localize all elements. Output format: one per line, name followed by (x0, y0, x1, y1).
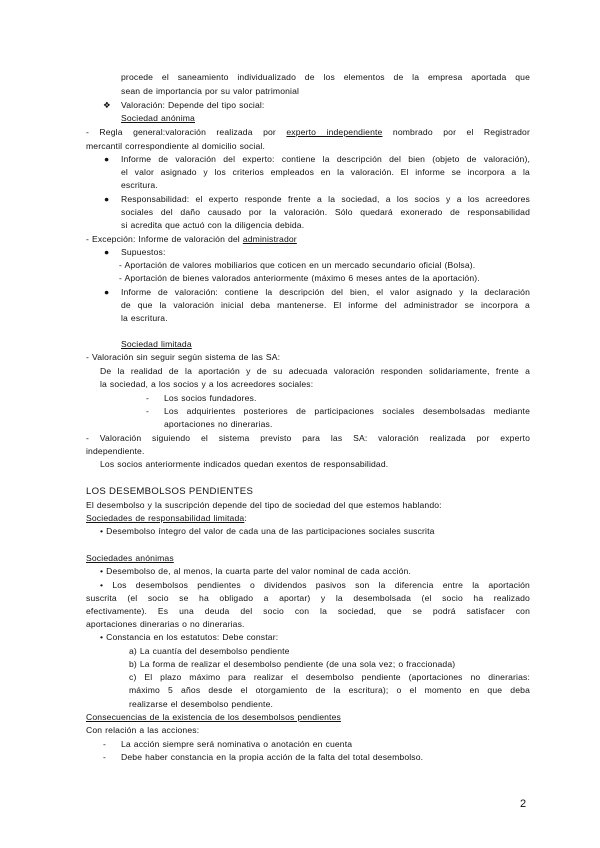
text-line: La acción siempre será nominativa o anotación en cuenta (121, 739, 353, 749)
section-heading-sa: Sociedad anónima (121, 113, 195, 123)
text-line: realizarse el desembolso pendiente. (129, 699, 274, 709)
text-line: máximo 5 años desde el otorgamiento de la escritura); o el momento en que deba (129, 685, 530, 695)
text-line: - Valoración sin seguir según sistema de las SA: (86, 352, 281, 362)
text-line: - Valoración siguiendo el sistema previsto para las SA: valoración realizada por experto (86, 433, 530, 443)
dash-bullet: - (146, 393, 149, 403)
text-line: sean de importancia por su valor patrimonial (121, 86, 300, 96)
dash-bullet: - (103, 739, 106, 749)
text-line: • Constancia en los estatutos: Debe constar: (100, 632, 279, 642)
text-line: Responsabilidad: el experto responde frente a la sociedad, a los socios y a los acreedores (121, 194, 530, 204)
excepcion-line: - Excepción: Informe de valoración del administrador (86, 234, 297, 244)
text-line: escritura. (121, 180, 158, 190)
valoracion-label: Valoración: Depende del tipo social: (121, 100, 265, 110)
supuestos-label: Supuestos: (121, 247, 166, 257)
text-line: efectivamente). Es una deuda del socio con la sociedad, que se podrá satisfacer con (86, 606, 530, 616)
text-line: sociales del daño causado por la valoración. Sólo quedará exonerado de responsabilidad (121, 207, 530, 217)
round-bullet-icon: ● (104, 287, 110, 297)
text-line: c) El plazo máximo para realizar el desembolso pendiente (aportaciones no dinerarias: (129, 672, 530, 682)
text-line: aportaciones no dinerarias. (164, 419, 273, 429)
page-number: 2 (520, 798, 527, 810)
consecuencias-heading: Consecuencias de la existencia de los desembolsos pendientes (86, 712, 341, 722)
text-line: aportaciones dinerarias o no dinerarias. (86, 619, 245, 629)
text-line: Debe haber constancia en la propia acción de la falta del total desembolso. (121, 752, 424, 762)
text-line: Informe de valoración: contiene la descripción del bien, el valor asignado y la declaración (121, 287, 530, 297)
round-bullet-icon: ● (104, 154, 110, 164)
text-line: de que la valoración inicial deba mantenerse. El informe del administrador se incorpora a (121, 300, 530, 310)
text-line: la sociedad, a los socios y a los acreedores sociales: (100, 379, 314, 389)
text-line: Los socios fundadores. (164, 393, 257, 403)
text-line: suscrita (el socio se ha obligado a aportar) y la desembolsada (el socio ha realizado (86, 593, 530, 603)
text-line: • Los desembolsos pendientes o dividendos pasivos son la diferencia entre la aportación (100, 580, 530, 590)
text-line: el valor asignado y los criterios empleados en la valoración. El informe se incorpora a la (121, 167, 530, 177)
sa-heading: Sociedades anónimas (86, 553, 174, 563)
text-line: mercantil correspondiente al domicilio social. (86, 141, 266, 151)
text-line: El desembolso y la suscripción depende del tipo de sociedad del que estemos hablando: (86, 500, 442, 510)
text-line: Informe de valoración del experto: contiene la descripción del bien (objeto de valoración), (121, 154, 530, 164)
text-line: Los socios anteriormente indicados quedan exentos de responsabilidad. (100, 459, 389, 469)
srl-heading: Sociedades de responsabilidad limitada: (86, 513, 247, 523)
regla-general-line: - Regla general:valoración realizada por experto independiente nombrado por el Registrador (86, 127, 530, 137)
text-line: Los adquirientes posteriores de participaciones sociales desembolsadas mediante (164, 406, 530, 416)
text-line: independiente. (86, 446, 145, 456)
text-line: • Desembolso de, al menos, la cuarta parte del valor nominal de cada acción. (100, 566, 412, 576)
section-heading-sl: Sociedad limitada (121, 339, 192, 349)
text-line: si acredita que actuó con la diligencia debida. (121, 220, 305, 230)
text-line: - Aportación de valores mobiliarios que coticen en un mercado secundario oficial (Bolsa). (119, 260, 476, 270)
round-bullet-icon: ● (104, 247, 110, 257)
text-line: - Aportación de bienes valorados anteriormente (máximo 6 meses antes de la aportación). (119, 273, 480, 283)
dash-bullet: - (103, 752, 106, 762)
diamond-bullet-icon: ❖ (103, 100, 111, 110)
text-line: b) La forma de realizar el desembolso pendiente (de una sola vez; o fraccionada) (129, 659, 456, 669)
dash-bullet: - (146, 406, 149, 416)
text-line: Con relación a las acciones: (86, 725, 200, 735)
round-bullet-icon: ● (104, 194, 110, 204)
text-line: a) La cuantía del desembolso pendiente (129, 646, 290, 656)
section-title-desembolsos: LOS DESEMBOLSOS PENDIENTES (86, 486, 254, 497)
text-line: la escritura. (121, 313, 168, 323)
text-line: • Desembolso íntegro del valor de cada una de las participaciones sociales suscrita (100, 526, 435, 536)
text-line: procede el saneamiento individualizado de los elementos de la empresa aportada que (121, 72, 530, 82)
text-line: De la realidad de la aportación y de su adecuada valoración responden solidariamente, frente a (100, 366, 530, 376)
